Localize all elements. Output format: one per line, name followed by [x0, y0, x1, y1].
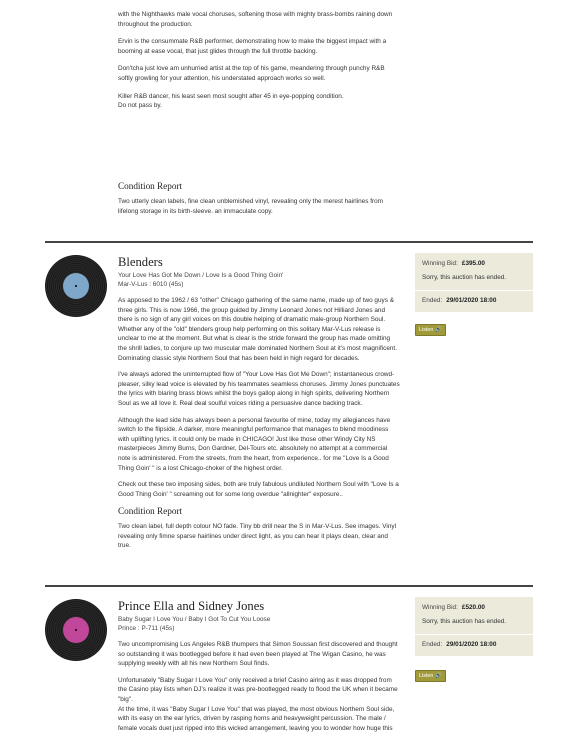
lot-body [118, 599, 400, 733]
auction-ended: Ended: 29/01/2020 18:00 [422, 297, 497, 304]
condition-report [118, 181, 400, 223]
listen-button[interactable]: Listen 🔊 [415, 324, 446, 336]
winning-bid-value: £520.00 [461, 604, 485, 611]
lot-artist[interactable]: Prince Ella and Sidney Jones [118, 599, 265, 613]
description-paragraph: Ervin is the consummate R&B performer, demonstrating how to make the biggest impact with a booming at ease vocal, that just glides through the full throttle backing. [118, 38, 387, 55]
description-paragraph: Unfortunately "Baby Sugar I Love You" only received a brief Casino airing as it was dropped from the Casino play lists when DJ's realize it was pre-bootlegged ready to flood the UK when it became "big". [118, 676, 398, 703]
winning-bid-value: £395.00 [461, 260, 485, 267]
bid-panel [415, 597, 533, 656]
ended-date: 29/01/2020 18:00 [446, 641, 497, 648]
description-paragraph: Do not pass by. [118, 102, 162, 110]
winning-bid: Winning Bid: £395.00 [422, 260, 485, 267]
listen-button[interactable]: Listen 🔊 [415, 670, 446, 682]
condition-report-title: Condition Report [118, 506, 183, 517]
lot-label-catalogue: Prince : P-711 (45s) [118, 625, 175, 632]
auction-status: Sorry, this auction has ended. [422, 618, 507, 625]
description-paragraph: Check out these two imposing sides, both are truly fabulous undiluted Northern Soul with "Love Is a Good Thing Goin' " screaming out for some long overdue "allnighter" exposure.. [118, 481, 399, 498]
condition-report-text: Two utterly clean labels, fine clean unblemished vinyl, revealing only the merest hairlines from lifelong storage in its birth-sleeve. an immaculate copy. [118, 198, 383, 215]
description-paragraph: Don'tcha just love am unhurried artist at the top of his game, meandering through punchy R&B softly growling for your attention, his understated approach works so well. [118, 65, 385, 82]
previous-lot-description [118, 10, 400, 111]
lot-divider [45, 585, 533, 587]
description-paragraph: Two uncompromising Los Angeles R&B thumpers that Simon Soussan first discovered and thought so outstanding it was bootlegged before it had even been played at The Wigan Casino, he was supplying weekly with all his new Northern Soul finds. [118, 641, 398, 668]
winning-bid: Winning Bid: £520.00 [422, 604, 485, 611]
description-paragraph: At the time, it was "Baby Sugar I Love You" that was played, the most obvious Northern Soul side, with its easy on the ear lyrics, driven by rasping horns and heavyweight percussion. The male / female vocals duet just ripped into this wicked arrangement, leaving you to wonder how huge this [118, 705, 395, 732]
description-paragraph: Although the lead side has always been a personal favourite of mine, today my allegiances have switch to the flipside. A darker, more meaningful performance that manages to blend moodiness with uplifting lyrics. It could only be made in CHICAGO! Just like those other Windy City NS masterpieces Jimmy Burns, Don Gardner, Del-Tours etc. absolutely no attempt at a commercial note is administered. From the streets, from the heart, from experience.. for me "Love Is a Good Thing Goin' " is a lost Chicago-choker of the highest order. [118, 416, 391, 472]
lot-divider [45, 241, 533, 243]
lot-body [118, 255, 400, 558]
auction-status: Sorry, this auction has ended. [422, 274, 507, 281]
record-image[interactable] [45, 599, 107, 661]
speaker-icon: 🔊 [435, 673, 443, 679]
description-paragraph: I've always adored the uninterrupted flow of "Your Love Has Got Me Down"; instantaneous crowd-pleaser, silky lead voice is elevated by his teammates seamless choruses. Jimmy Jones punctuates the lyrics with blaring brass blows whilst the boys gallop along in high spirits, delivering Northern Soul as we all love it. Real deal soulful voices riding a persuasive dance backing track. [118, 371, 400, 407]
speaker-icon: 🔊 [435, 327, 443, 333]
condition-report-title: Condition Report [118, 181, 183, 191]
auction-ended: Ended: 29/01/2020 18:00 [422, 641, 497, 648]
ended-date: 29/01/2020 18:00 [446, 297, 497, 304]
bid-panel [415, 253, 533, 312]
condition-report-text: Two clean label, full depth colour NO fade. Tiny bb drill near the S in Mar-V-Lus. See images. Vinyl revealing only fimne sparse hairlines under direct light, as you can hear it plays clean, clear and true. [118, 523, 397, 550]
lot-titles: Baby Sugar I Love You / Baby I Got To Cut You Loose [118, 616, 271, 623]
description-paragraph: with the Nighthawks male vocal choruses, softening those with mighty brass-bombs raining down throughout the production. [118, 11, 393, 28]
lot-artist[interactable]: Blenders [118, 255, 163, 269]
description-paragraph: As apposed to the 1962 / 63 "other" Chicago gathering of the same name, made up of two guys & three girls. This is now 1966, the group guided by Jimmy Leonard Jones not Hilliard Jones and there is no sign of any girl voices on this double helping of dramatic male-group Northern Soul. Whether any of the "old" blenders group help performing on this solitary Mar-V-Lus release is unclear to me at the moment. But what is clear is the stride forward the group has made omitting the shrill ladies, to conjure up two muscular male dominated Northern Soul at it's most magnificent. Dominating classic style Northern Soul that has been held in high regard for decades. [118, 297, 397, 362]
lot-label-catalogue: Mar-V-Lus : 6010 (45s) [118, 281, 184, 288]
record-image[interactable] [45, 255, 107, 317]
description-paragraph: Killer R&B dancer, his least seen most sought after 45 in eye-popping condition. [118, 92, 344, 100]
lot-titles: Your Love Has Got Me Down / Love Is a Good Thing Goin' [118, 272, 284, 279]
